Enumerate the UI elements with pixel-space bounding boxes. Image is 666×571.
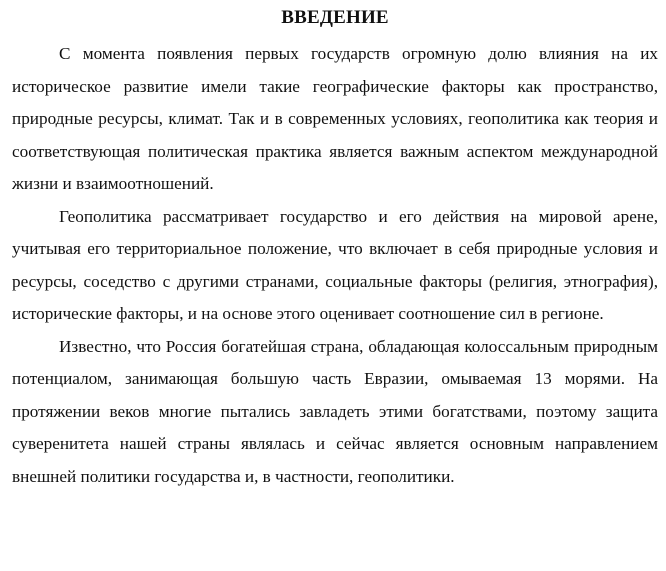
paragraph-2: Геополитика рассматривает государство и его действия на мировой арене, учитывая его территориальное положение, что включает в себя природные условия и ресурсы, соседство с другими странами, социальные факторы (религия, этнография), исторические факторы, и на основе этого оценивает соотношение сил в регионе. [12,206,658,323]
paragraph-1: С момента появления первых государств огромную долю влияния на их историческое развитие имели такие географические факторы как пространство, природные ресурсы, климат. Так и в современных условиях, геополитика как теория и соответствующая политическая практика является важным аспектом международной жизни и взаимоотношений. [12,44,658,193]
paragraph-3: Известно, что Россия богатейшая страна, обладающая колоссальным природным потенциалом, занимающая большую часть Евразии, омываемая 13 морями. На протяжении веков многие пытались завладеть этими богатствами, поэтому защита суверенитета нашей страны являлась и сейчас является основным направлением внешней политики государства и, в частности, геополитики. [12,336,658,486]
page-title: ВВЕДЕНИЕ [281,7,389,28]
